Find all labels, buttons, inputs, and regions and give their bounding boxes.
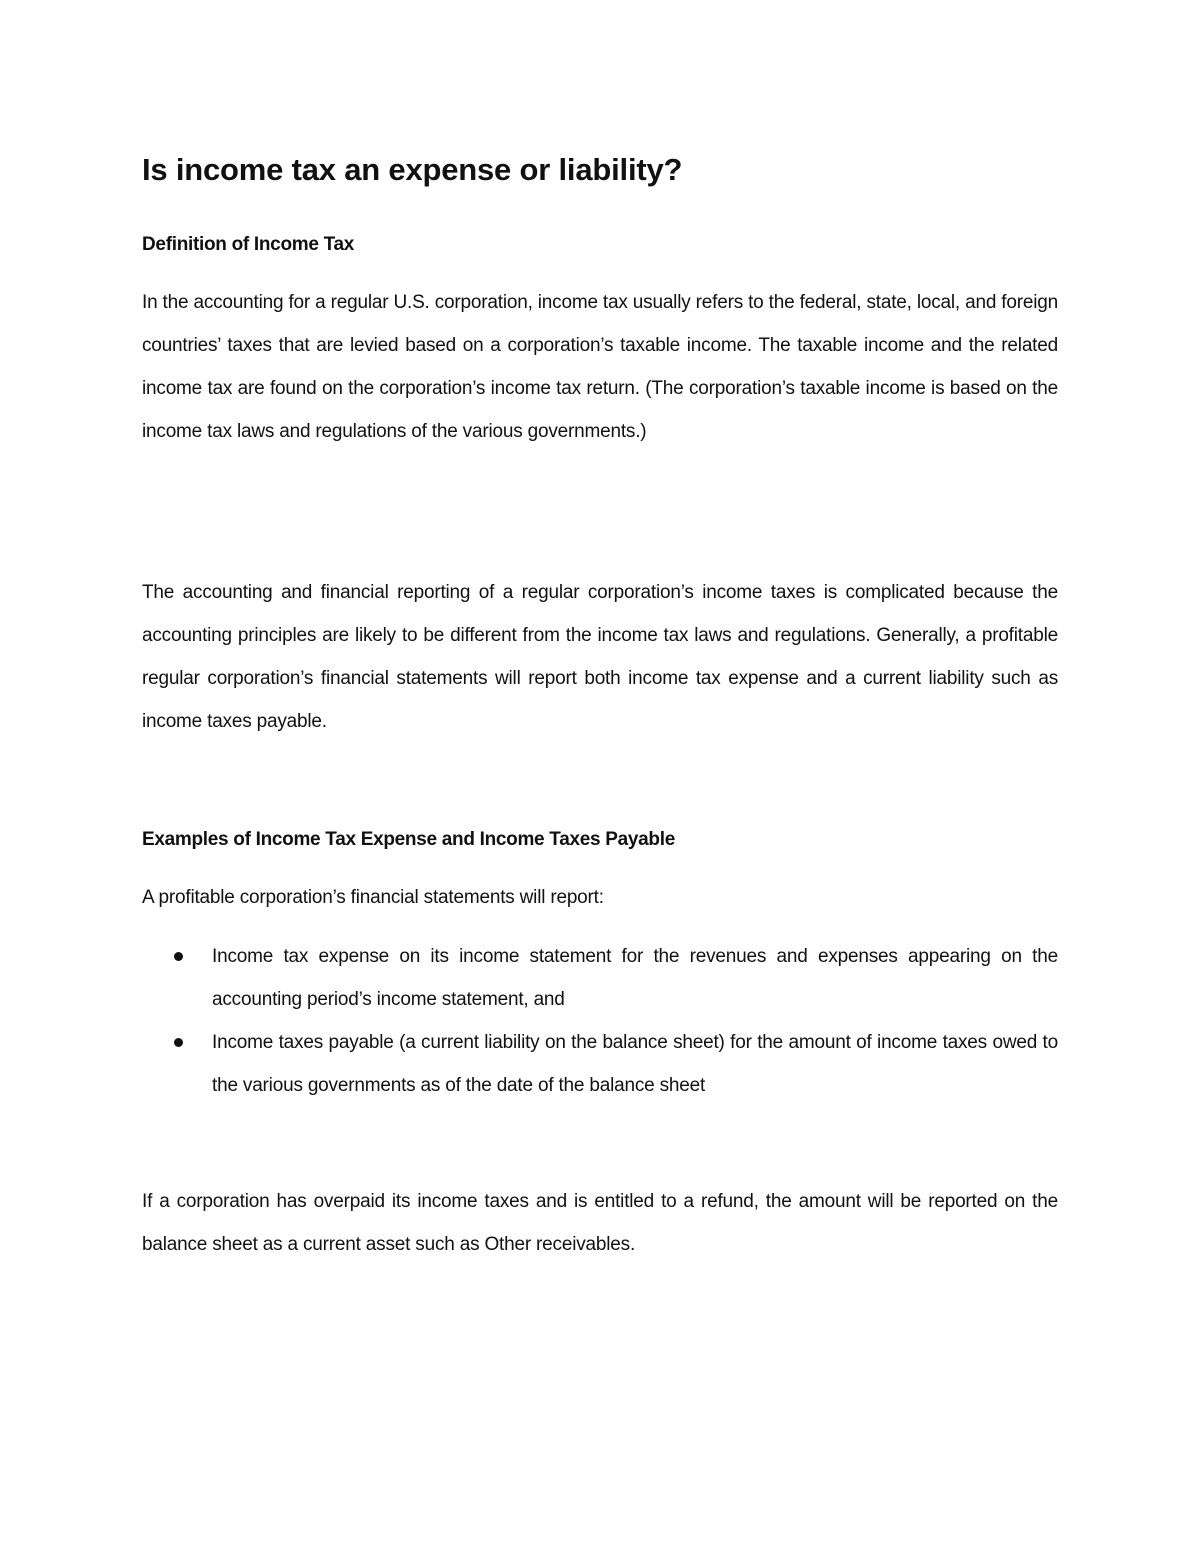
paragraph-definition: In the accounting for a regular U.S. corporation, income tax usually refers to the federal, state, local, and foreign countries’ taxes that are levied based on a corporation’s taxable income. The taxable income and the related income tax are found on the corporation’s income tax return. (The corporation’s taxable income is based on the income tax laws and regulations of the various governments.): [142, 292, 1058, 442]
bullet-icon: [174, 952, 183, 961]
section-heading-examples: Examples of Income Tax Expense and Income Taxes Payable: [142, 829, 675, 850]
list-item: [142, 935, 1058, 1021]
bullet-icon: [174, 1038, 183, 1047]
paragraph-reporting: The accounting and financial reporting of a regular corporation’s income taxes is complicated because the accounting principles are likely to be different from the income tax laws and regulations. Generally, a profitable regular corporation’s financial statements will report both income tax expense and a current liability such as income taxes payable.: [142, 582, 1058, 732]
examples-intro: A profitable corporation’s financial statements will report:: [142, 887, 604, 908]
examples-list: [142, 935, 1058, 1107]
list-item: [142, 1021, 1058, 1107]
paragraph-refund: If a corporation has overpaid its income taxes and is entitled to a refund, the amount will be reported on the balance sheet as a current asset such as Other receivables.: [142, 1191, 1058, 1255]
page-title: Is income tax an expense or liability?: [142, 152, 683, 187]
list-item-text: Income tax expense on its income statement for the revenues and expenses appearing on the accounting period’s income statement, and: [212, 946, 1058, 1010]
list-item-text: Income taxes payable (a current liability on the balance sheet) for the amount of income taxes owed to the various governments as of the date of the balance sheet: [212, 1032, 1058, 1096]
section-heading-definition: Definition of Income Tax: [142, 234, 355, 255]
